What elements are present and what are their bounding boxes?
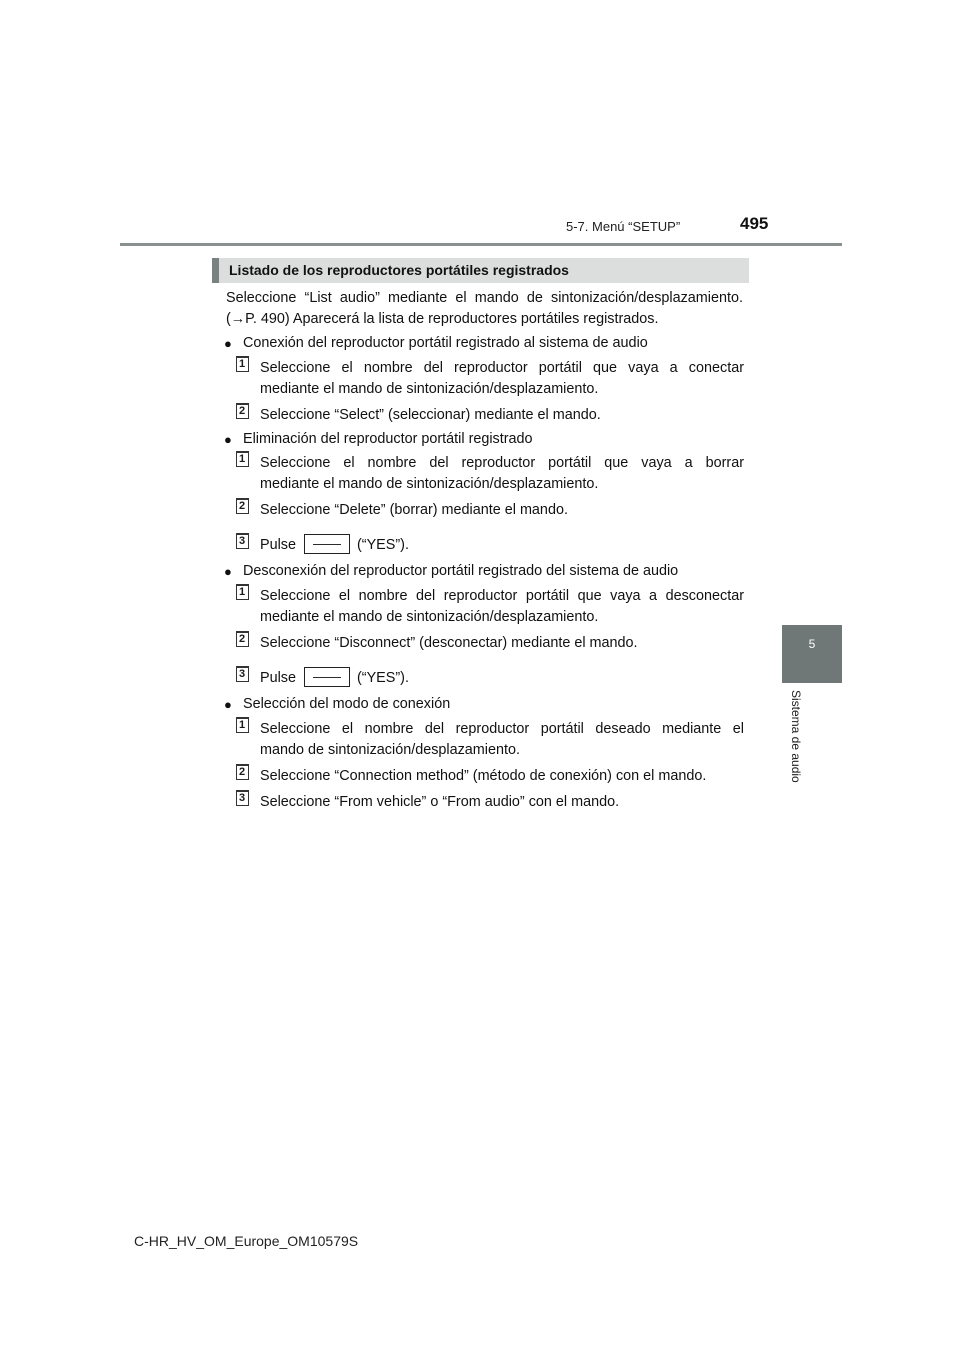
step-number-1: 1: [236, 584, 249, 600]
step-number-3: 3: [236, 790, 249, 806]
step-number-3: 3: [236, 533, 249, 549]
bullet-icon: ●: [224, 432, 232, 447]
step-number-2: 2: [236, 403, 249, 419]
step-number-3: 3: [236, 666, 249, 682]
bullet-icon: ●: [224, 564, 232, 579]
intro-line-1: Seleccione “List audio” mediante el mando de sintonización/desplazamiento.: [226, 290, 743, 306]
intro-line-2: (→P. 490) Aparecerá la lista de reproductores portátiles registrados.: [226, 311, 659, 327]
step-number-1: 1: [236, 717, 249, 733]
step-text: Seleccione “Select” (seleccionar) mediante el mando.: [260, 407, 601, 423]
step-text: Seleccione “Connection method” (método de conexión) con el mando.: [260, 768, 707, 784]
running-header: 5-7. Menú “SETUP”: [566, 219, 681, 234]
yes-button-icon: ——: [304, 534, 350, 554]
step-text: (“YES”).: [357, 670, 409, 686]
step-text: mediante el mando de sintonización/desplazamiento.: [260, 476, 599, 492]
page-number: 495: [740, 214, 769, 233]
step-text: Seleccione “From vehicle” o “From audio” con el mando.: [260, 794, 620, 810]
step-text: Seleccione “Delete” (borrar) mediante el mando.: [260, 502, 568, 518]
step-text: Seleccione “Disconnect” (desconectar) mediante el mando.: [260, 635, 638, 651]
section-title: Listado de los reproductores portátiles registrados: [212, 258, 749, 283]
chapter-tab: [782, 625, 842, 683]
step-text: mediante el mando de sintonización/desplazamiento.: [260, 381, 599, 397]
step-text: Seleccione el nombre del reproductor portátil que vaya a conectar: [260, 360, 744, 376]
bullet-connect: Conexión del reproductor portátil registrado al sistema de audio: [243, 335, 648, 351]
document-code: C-HR_HV_OM_Europe_OM10579S: [134, 1233, 359, 1249]
chapter-number: 5: [808, 637, 816, 651]
step-number-2: 2: [236, 764, 249, 780]
step-text: (“YES”).: [357, 537, 409, 553]
step-text: mediante el mando de sintonización/desplazamiento.: [260, 609, 599, 625]
step-text: Pulse: [260, 537, 296, 553]
step-text: mando de sintonización/desplazamiento.: [260, 742, 520, 758]
bullet-disconnect: Desconexión del reproductor portátil registrado del sistema de audio: [243, 563, 679, 579]
step-number-1: 1: [236, 451, 249, 467]
bullet-connection-mode: Selección del modo de conexión: [243, 696, 451, 712]
step-number-2: 2: [236, 498, 249, 514]
step-number-2: 2: [236, 631, 249, 647]
step-text: Seleccione el nombre del reproductor portátil que vaya a borrar: [260, 455, 744, 471]
step-text: Seleccione el nombre del reproductor portátil deseado mediante el: [260, 721, 744, 737]
header-rule: [120, 243, 842, 246]
bullet-icon: ●: [224, 336, 232, 351]
step-number-1: 1: [236, 356, 249, 372]
bullet-icon: ●: [224, 697, 232, 712]
step-text: Seleccione el nombre del reproductor portátil que vaya a desconectar: [260, 588, 744, 604]
chapter-label: Sistema de audio: [789, 690, 803, 783]
step-text: Pulse: [260, 670, 296, 686]
bullet-delete: Eliminación del reproductor portátil registrado: [243, 431, 533, 447]
yes-button-icon: ——: [304, 667, 350, 687]
